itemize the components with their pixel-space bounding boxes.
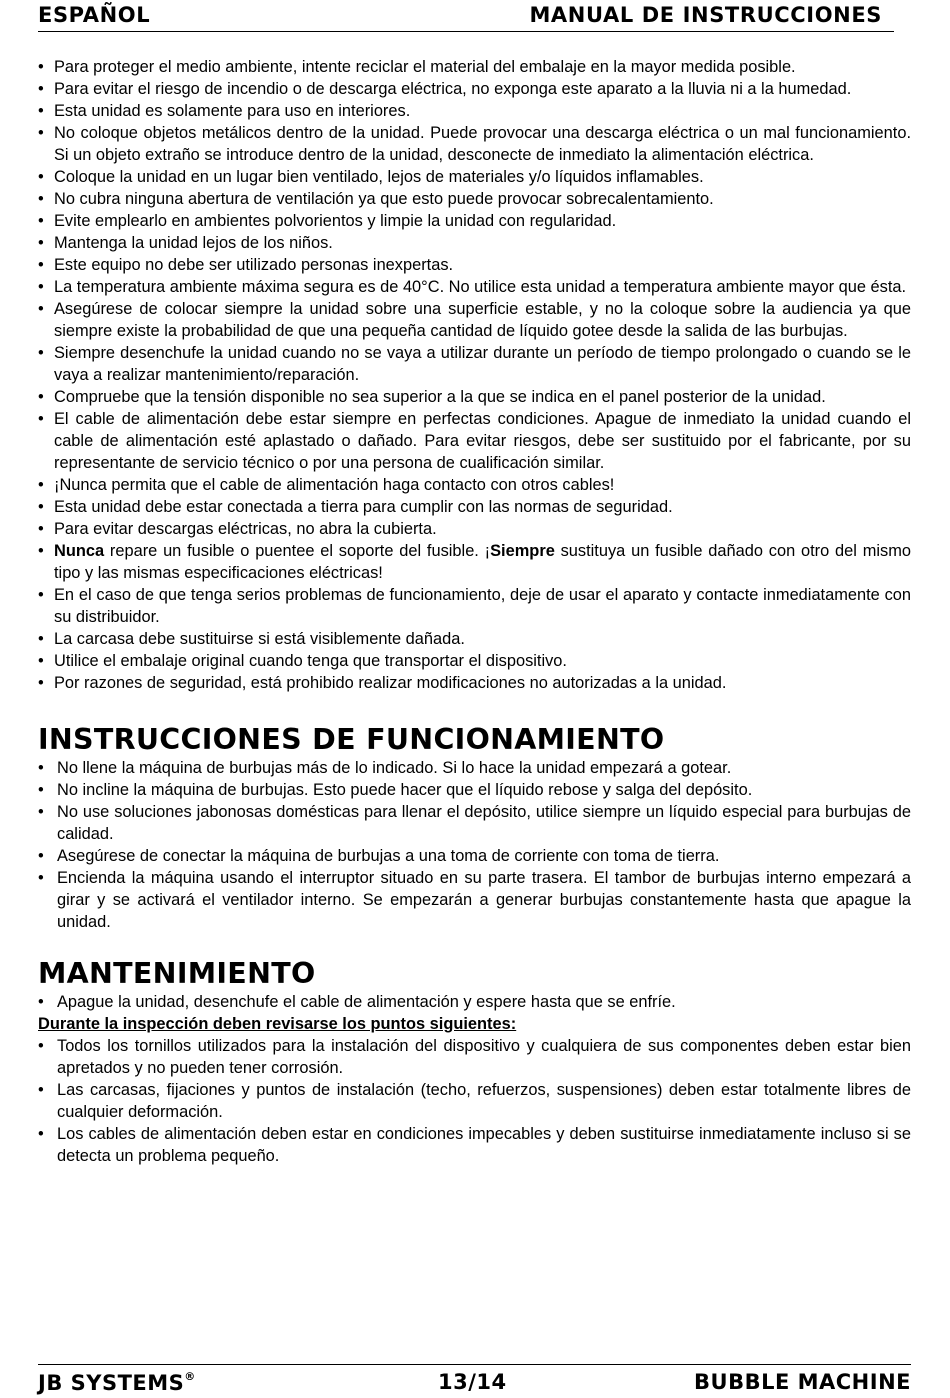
registered-mark: ® <box>184 1370 196 1383</box>
list-item: • Todos los tornillos utilizados para la instalación del dispositivo y cualquiera de sus componentes deben estar bien apretados y no pueden tener corrosión. <box>38 1037 911 1077</box>
bullet-icon: • <box>38 124 44 142</box>
list-item: • No cubra ninguna abertura de ventilación ya que esto puede provocar sobrecalentamiento. <box>38 190 714 208</box>
bullet-icon: • <box>38 58 44 76</box>
list-item: • Evite emplearlo en ambientes polvorientos y limpie la unidad con regularidad. <box>38 212 617 230</box>
list-item: • ¡Nunca permita que el cable de alimentación haga contacto con otros cables! <box>38 476 615 494</box>
list-item: • Por razones de seguridad, está prohibido realizar modificaciones no autorizadas a la unidad. <box>38 674 727 692</box>
list-item: • Encienda la máquina usando el interruptor situado en su parte trasera. El tambor de burbujas interno empezará a girar y se activará el ventilador interno. Se empezarán a generar burbujas constantemente hasta que apague la unidad. <box>38 869 911 931</box>
list-item: • Utilice el embalaje original cuando tenga que transportar el dispositivo. <box>38 652 567 670</box>
footer-brand: JB SYSTEMS® <box>38 1370 196 1395</box>
list-item: • Apague la unidad, desenchufe el cable de alimentación y espere hasta que se enfríe. <box>38 993 676 1011</box>
bullet-icon: • <box>38 630 44 648</box>
bullet-icon: • <box>38 993 44 1011</box>
page-number: 13/14 <box>438 1370 507 1394</box>
bullet-icon: • <box>38 652 44 670</box>
bullet-icon: • <box>38 102 44 120</box>
footer-product: BUBBLE MACHINE <box>694 1370 911 1394</box>
list-item: • La carcasa debe sustituirse si está visiblemente dañada. <box>38 630 465 648</box>
header-language: ESPAÑOL <box>38 3 151 27</box>
bullet-icon: • <box>38 256 44 274</box>
fuse-warning-item: • Nunca repare un fusible o puentee el soporte del fusible. ¡Siempre sustituya un fusible dañado con otro del mismo tipo y las mismas especificaciones eléctricas! <box>38 542 911 582</box>
page-content <box>38 56 911 1167</box>
bullet-icon: • <box>38 388 44 406</box>
maintenance-intro-list <box>38 991 911 1013</box>
bullet-icon: • <box>38 847 44 865</box>
list-item: • Para evitar descargas eléctricas, no abra la cubierta. <box>38 520 437 538</box>
bullet-icon: • <box>38 410 44 428</box>
bullet-icon: • <box>38 803 44 821</box>
bullet-icon: • <box>38 344 44 362</box>
list-item: • No llene la máquina de burbujas más de lo indicado. Si lo hace la unidad empezará a gotear. <box>38 759 732 777</box>
bullet-icon: • <box>38 781 44 799</box>
list-item: • Coloque la unidad en un lugar bien ventilado, lejos de materiales y/o líquidos inflamables. <box>38 168 704 186</box>
page-footer <box>38 1364 911 1398</box>
bullet-icon: • <box>38 80 44 98</box>
bullet-icon: • <box>38 234 44 252</box>
header-doc-type: MANUAL DE INSTRUCCIONES <box>529 3 882 27</box>
bullet-icon: • <box>38 1037 44 1055</box>
bullet-icon: • <box>38 168 44 186</box>
list-item: • Este equipo no debe ser utilizado personas inexpertas. <box>38 256 454 274</box>
bullet-icon: • <box>38 869 44 887</box>
bullet-icon: • <box>38 1125 44 1143</box>
bullet-icon: • <box>38 759 44 777</box>
list-item: • Esta unidad debe estar conectada a tierra para cumplir con las normas de seguridad. <box>38 498 673 516</box>
list-item: • No incline la máquina de burbujas. Esto puede hacer que el líquido rebose y salga del depósito. <box>38 781 753 799</box>
list-item: • No coloque objetos metálicos dentro de la unidad. Puede provocar una descarga eléctrica o un mal funcionamiento. Si un objeto extraño se introduce dentro de la unidad, desconecte de inmediato la alimentación eléctrica. <box>38 124 911 164</box>
bullet-icon: • <box>38 498 44 516</box>
bullet-icon: • <box>38 190 44 208</box>
inspection-subtitle: Durante la inspección deben revisarse los puntos siguientes: <box>38 1015 517 1033</box>
list-item: • Asegúrese de conectar la máquina de burbujas a una toma de corriente con toma de tierra. <box>38 847 720 865</box>
list-item: • Compruebe que la tensión disponible no sea superior a la que se indica en el panel posterior de la unidad. <box>38 388 826 406</box>
bullet-icon: • <box>38 476 44 494</box>
list-item: • Para evitar el riesgo de incendio o de descarga eléctrica, no exponga este aparato a la lluvia ni a la humedad. <box>38 80 852 98</box>
list-item: • Esta unidad es solamente para uso en interiores. <box>38 102 411 120</box>
bullet-icon: • <box>38 586 44 604</box>
bullet-icon: • <box>38 542 44 560</box>
list-item: • En el caso de que tenga serios problemas de funcionamiento, deje de usar el aparato y contacte inmediatamente con su distribuidor. <box>38 586 911 626</box>
list-item: • Siempre desenchufe la unidad cuando no se vaya a utilizar durante un período de tiempo prolongado o cuando se le vaya a realizar mantenimiento/reparación. <box>38 344 911 384</box>
maintenance-section-title: MANTENIMIENTO <box>38 957 316 990</box>
list-item: • El cable de alimentación debe estar siempre en perfectas condiciones. Apague de inmediato la unidad cuando el cable de alimentación esté aplastado o dañado. Para evitar riesgos, debe ser sustituido por el fabricante, por su representante de servicio técnico o por una persona de cualificación similar. <box>38 410 911 472</box>
operation-list <box>38 757 911 933</box>
list-item: • Asegúrese de colocar siempre la unidad sobre una superficie estable, y no la coloque sobre la audiencia ya que siempre existe la probabilidad de que una pequeña cantidad de líquido gotee desde la salida de las burbujas. <box>38 300 911 340</box>
inspection-list <box>38 1035 911 1167</box>
safety-list <box>38 56 911 694</box>
always-emphasis: Siempre <box>490 542 555 560</box>
operation-section-title: INSTRUCCIONES DE FUNCIONAMIENTO <box>38 723 665 756</box>
list-item: • Los cables de alimentación deben estar en condiciones impecables y deben sustituirse inmediatamente incluso si se detecta un problema pequeño. <box>38 1125 911 1165</box>
bullet-icon: • <box>38 300 44 318</box>
bullet-icon: • <box>38 212 44 230</box>
bullet-icon: • <box>38 278 44 296</box>
bullet-icon: • <box>38 1081 44 1099</box>
list-item: • No use soluciones jabonosas domésticas para llenar el depósito, utilice siempre un líquido especial para burbujas de calidad. <box>38 803 911 843</box>
bullet-icon: • <box>38 674 44 692</box>
bullet-icon: • <box>38 520 44 538</box>
list-item: • Mantenga la unidad lejos de los niños. <box>38 234 333 252</box>
page-header <box>38 0 894 32</box>
list-item: • La temperatura ambiente máxima segura es de 40°C. No utilice esta unidad a temperatura ambiente mayor que ésta. <box>38 278 907 296</box>
list-item: • Las carcasas, fijaciones y puntos de instalación (techo, refuerzos, suspensiones) deben estar totalmente libres de cualquier deformación. <box>38 1081 911 1121</box>
never-emphasis: Nunca <box>54 542 105 560</box>
list-item: • Para proteger el medio ambiente, intente reciclar el material del embalaje en la mayor medida posible. <box>38 58 796 76</box>
